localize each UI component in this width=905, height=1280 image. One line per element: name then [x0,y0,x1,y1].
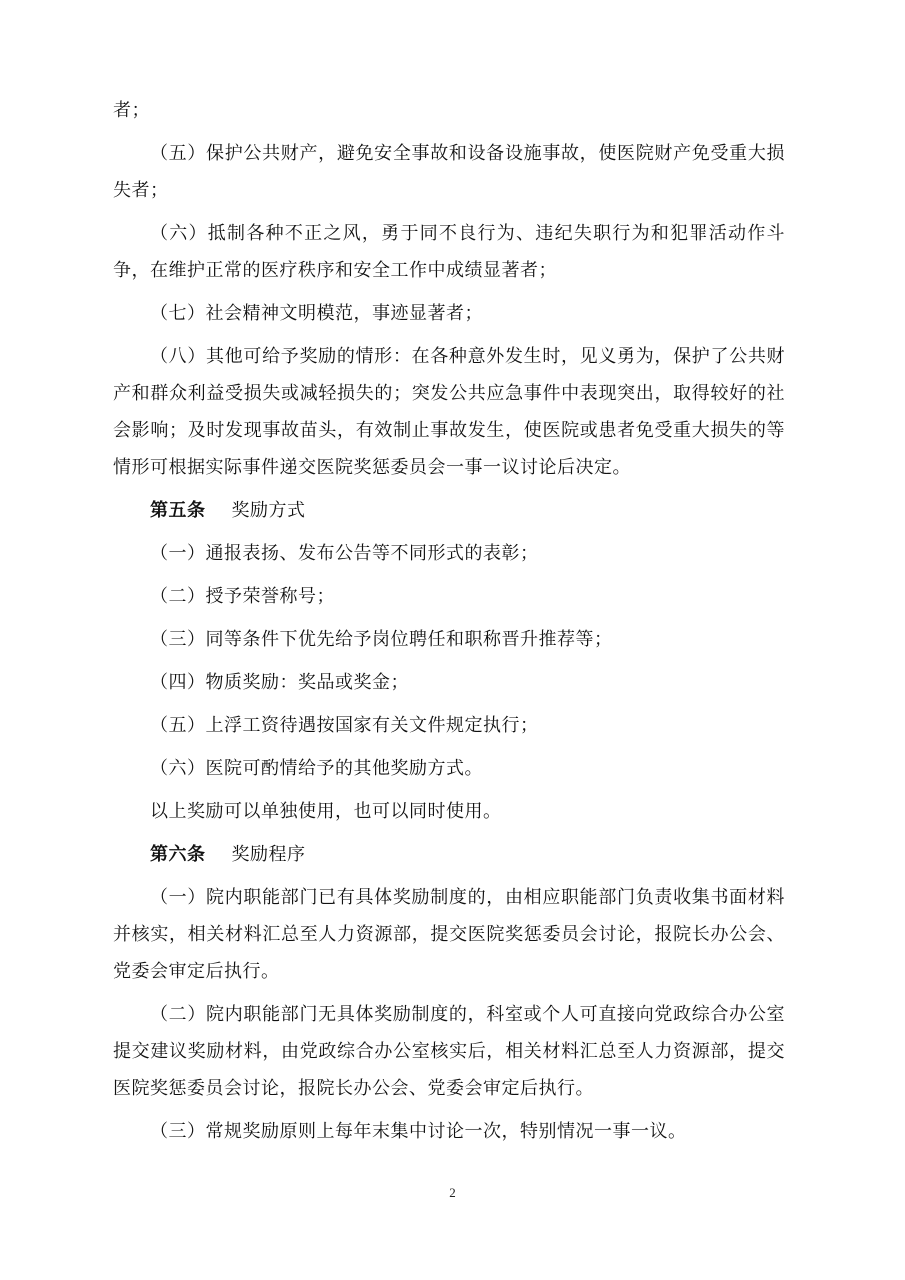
article-5-item: （五）上浮工资待遇按国家有关文件规定执行； [150,715,539,736]
article-5-item: （六）医院可酌情给予的其他奖励方式。 [150,758,483,779]
article-5-heading [113,492,785,529]
article-5-item: （三）同等条件下优先给予岗位聘任和职称晋升推荐等； [150,629,613,650]
article-5-item: （四）物质奖励：奖品或奖金； [150,672,409,693]
page-number: 2 [449,1185,456,1200]
paragraph-item-6: （六）抵制各种不正之风，勇于同不良行为、违纪失职行为和犯罪活动作斗争，在维护正常的医疗秩序和安全工作中成绩显著者； [113,223,785,281]
article-6-item: （二）院内职能部门无具体奖励制度的，科室或个人可直接向党政综合办公室提交建议奖励材料，由党政综合办公室核实后，相关材料汇总至人力资源部，提交医院奖惩委员会讨论，报院长办公会、党委会审定后执行。 [113,1004,785,1099]
paragraph-continuation: 者； [113,100,150,121]
paragraph-item-5: （五）保护公共财产，避免安全事故和设备设施事故，使医院财产免受重大损失者； [113,143,785,201]
article-6-heading [113,836,785,873]
paragraph-item-7: （七）社会精神文明模范，事迹显著者； [150,303,483,324]
article-6-title: 奖励程序 [231,844,306,865]
article-6-item: （一）院内职能部门已有具体奖励制度的，由相应职能部门负责收集书面材料并核实，相关材料汇总至人力资源部，提交医院奖惩委员会讨论，报院长办公会、党委会审定后执行。 [113,887,785,982]
article-5-label: 第五条 [150,500,206,521]
article-6-item: （三）常规奖励原则上每年末集中讨论一次，特别情况一事一议。 [150,1121,687,1142]
article-5-note: 以上奖励可以单独使用，也可以同时使用。 [150,801,502,822]
document-body [113,92,785,1150]
paragraph-item-8: （八）其他可给予奖励的情形：在各种意外发生时，见义勇为，保护了公共财产和群众利益受损失或减轻损失的；突发公共应急事件中表现突出，取得较好的社会影响；及时发现事故苗头，有效制止事故发生，使医院或患者免受重大损失的等情形可根据实际事件递交医院奖惩委员会一事一议讨论后决定。 [113,346,785,478]
article-5-title: 奖励方式 [231,500,306,521]
article-5-item: （一）通报表扬、发布公告等不同形式的表彰； [150,543,539,564]
article-6-label: 第六条 [150,844,206,865]
article-5-item: （二）授予荣誉称号； [150,586,335,607]
